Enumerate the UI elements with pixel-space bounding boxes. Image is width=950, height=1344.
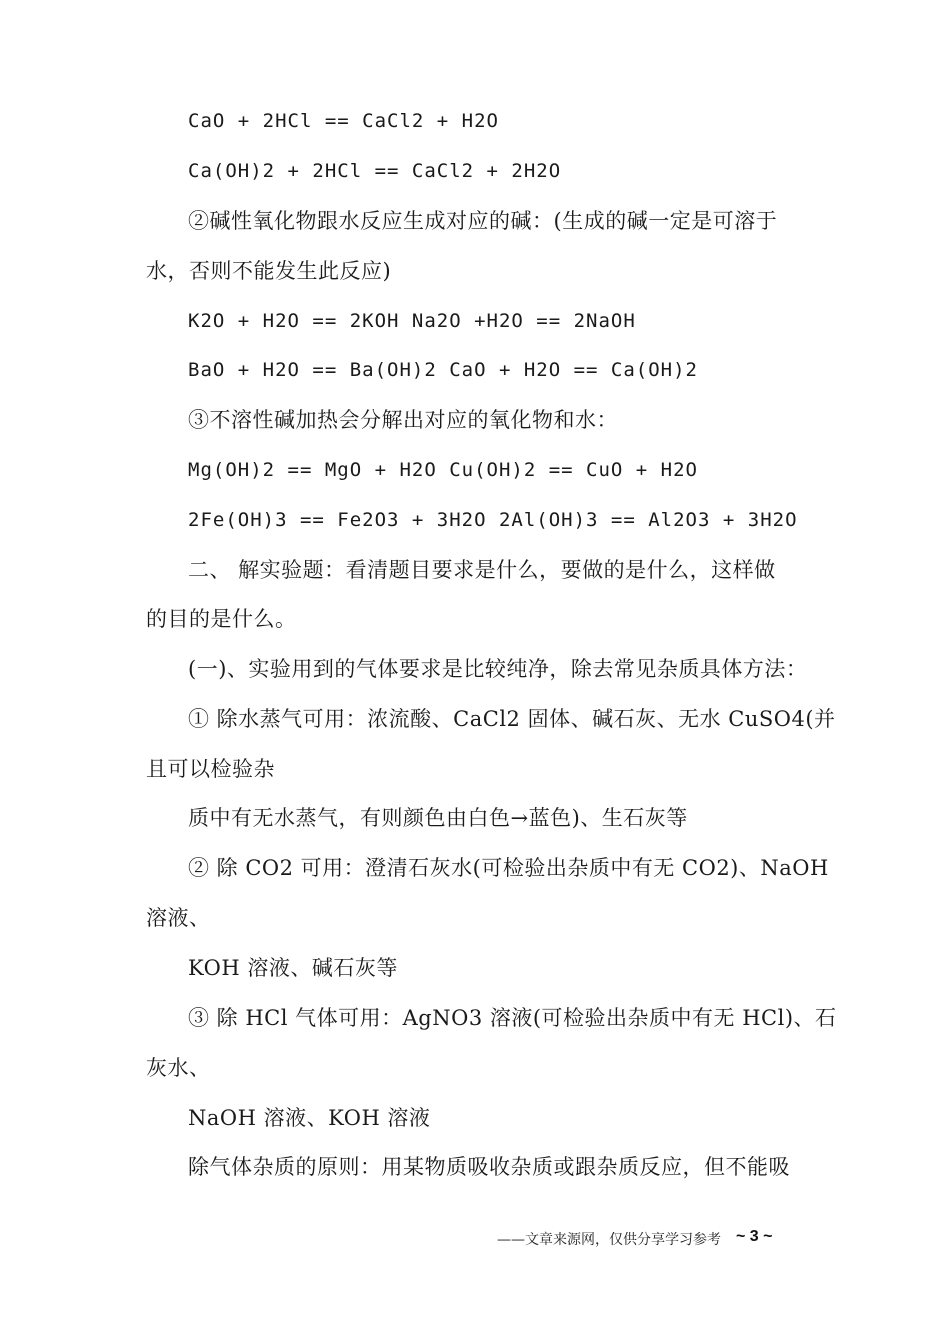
text-line: 灰水、 xyxy=(146,1056,211,1080)
text-line: ② 除 CO2 可用：澄清石灰水(可检验出杂质中有无 CO2)、NaOH xyxy=(188,856,829,880)
equation-line: K2O + H2O == 2KOH Na2O +H2O == 2NaOH xyxy=(188,310,636,332)
text-line: ① 除水蒸气可用：浓流酸、CaCl2 固体、碱石灰、无水 CuSO4(并 xyxy=(188,707,836,731)
text-line: (一)、实验用到的气体要求是比较纯净，除去常见杂质具体方法： xyxy=(188,657,808,681)
equation-line: Ca(OH)2 + 2HCl == CaCl2 + 2H2O xyxy=(188,160,562,182)
text-line: ③ 除 HCl 气体可用：AgNO3 溶液(可检验出杂质中有无 HCl)、石 xyxy=(188,1006,837,1030)
text-line: 且可以检验杂 xyxy=(146,757,275,781)
equation-line: BaO + H2O == Ba(OH)2 CaO + H2O == Ca(OH)2 xyxy=(188,359,698,381)
footer-source-text: ——文章来源网，仅供分享学习参考 xyxy=(497,1232,721,1248)
equation-line: CaO + 2HCl == CaCl2 + H2O xyxy=(188,110,499,132)
page-number: ~ 3 ~ xyxy=(736,1228,773,1245)
equation-line: Mg(OH)2 == MgO + H2O Cu(OH)2 == CuO + H2O xyxy=(188,459,698,481)
equation-line: 2Fe(OH)3 == Fe2O3 + 3H2O 2Al(OH)3 == Al2O3 + 3H2O xyxy=(188,509,798,531)
text-line: 除气体杂质的原则：用某物质吸收杂质或跟杂质反应，但不能吸 xyxy=(188,1155,790,1179)
text-line: 质中有无水蒸气，有则颜色由白色→蓝色)、生石灰等 xyxy=(188,806,688,830)
text-line: 水，否则不能发生此反应) xyxy=(146,259,392,283)
text-line: KOH 溶液、碱石灰等 xyxy=(188,956,398,980)
text-line: 溶液、 xyxy=(146,906,211,930)
text-line: NaOH 溶液、KOH 溶液 xyxy=(188,1106,431,1130)
text-line: ③不溶性碱加热会分解出对应的氧化物和水： xyxy=(188,408,618,432)
text-line: 的目的是什么。 xyxy=(146,607,297,631)
section-heading: 二、 解实验题：看清题目要求是什么，要做的是什么，这样做 xyxy=(188,558,776,582)
text-line: ②碱性氧化物跟水反应生成对应的碱：(生成的碱一定是可溶于 xyxy=(188,209,778,233)
